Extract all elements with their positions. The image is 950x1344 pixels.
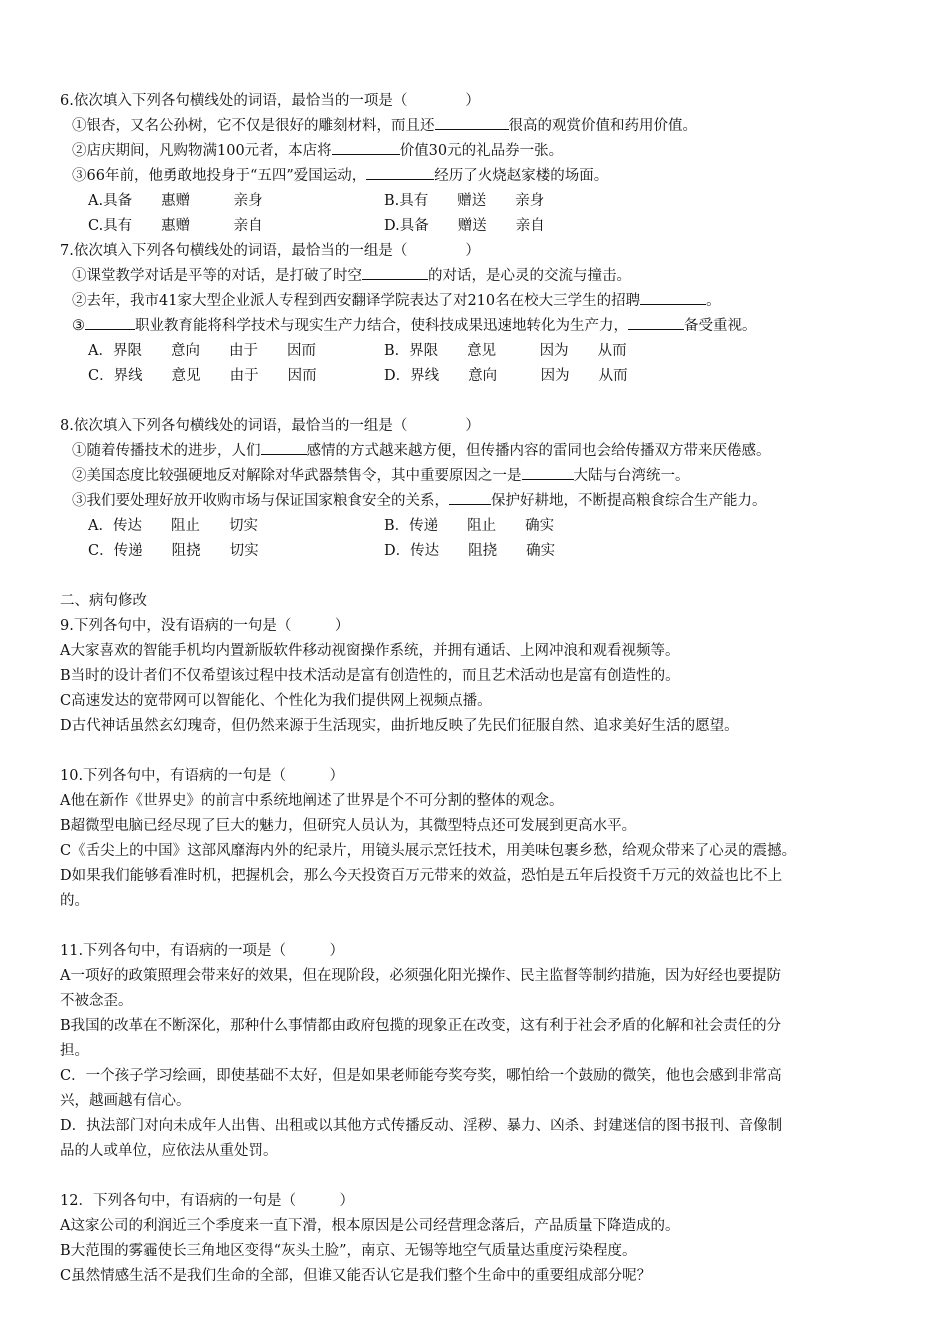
q8-s2-text-a: ②美国态度比较强硬地反对解除对华武器禁售令，其中重要原因之一是	[72, 468, 522, 484]
q10-option-d-line-2[interactable]: 的。	[60, 893, 89, 909]
q10-option-b[interactable]: B超微型电脑已经尽现了巨大的魅力，但研究人员认为，其微型特点还可发展到更高水平。	[60, 818, 637, 834]
q6-sentence-1	[72, 114, 920, 138]
answer-blank[interactable]	[628, 314, 684, 330]
q7-s2-text-a: ②去年，我市41家大型企业派人专程到西安翻译学院表达了对210名在校大三学生的招聘	[72, 293, 641, 309]
q6-options-row-1	[88, 189, 920, 213]
q11-option-b-line-2[interactable]: 担。	[60, 1043, 89, 1059]
q6-s3-text-a: ③66年前，他勇敢地投身于“五四”爱国运动，	[72, 168, 367, 184]
answer-blank[interactable]	[640, 289, 706, 305]
q7-stem: 7.依次填入下列各句横线处的词语，最恰当的一组是（ ）	[60, 243, 480, 259]
answer-blank[interactable]	[362, 264, 428, 280]
q11-stem: 11.下列各句中，有语病的一项是（ ）	[60, 943, 345, 959]
q6-sentence-3	[72, 164, 920, 188]
q12-option-b[interactable]: B大范围的雾霾使长三角地区变得“灰头土脸”，南京、无锡等地空气质量达重度污染程度。	[60, 1243, 637, 1259]
q9-stem: 9.下列各句中，没有语病的一句是（ ）	[60, 618, 350, 634]
answer-blank[interactable]	[435, 114, 509, 130]
q7-option-d[interactable]: D．界线 意向 因为 从而	[384, 368, 628, 384]
q6-option-a[interactable]: A.具备 惠赠 亲身	[88, 193, 263, 209]
q7-s1-text-a: ①课堂教学对话是平等的对话，是打破了时空	[72, 268, 362, 284]
q6-s1-text-a: ①银杏，又名公孙树，它不仅是很好的雕刻材料，而且还	[72, 118, 435, 134]
q8-option-a[interactable]: A．传达 阻止 切实	[88, 518, 258, 534]
q6-option-c[interactable]: C.具有 惠赠 亲自	[88, 218, 263, 234]
q7-options-row-1	[88, 339, 920, 363]
q7-s3-text-b: 职业教育能将科学技术与现实生产力结合，使科技成果迅速地转化为生产力，	[135, 318, 628, 334]
q10-option-d-line-1[interactable]: D如果我们能够看准时机，把握机会，那么今天投资百万元带来的效益，恐怕是五年后投资千万元的效益也比不上	[60, 868, 783, 884]
q6-options-row-2	[88, 214, 920, 238]
q11-option-d-line-1[interactable]: D．执法部门对向未成年人出售、出租或以其他方式传播反动、淫秽、暴力、凶杀、封建迷信的图书报刊、音像制	[60, 1118, 783, 1134]
q9-option-d[interactable]: D古代神话虽然玄幻瑰奇，但仍然来源于生活现实，曲折地反映了先民们征服自然、追求美好生活的愿望。	[60, 718, 739, 734]
q11-option-b-line-1[interactable]: B我国的改革在不断深化，那种什么事情都由政府包揽的现象正在改变，这有利于社会矛盾的化解和社会责任的分	[60, 1018, 782, 1034]
q8-options-row-2	[88, 539, 920, 563]
q8-s3-text-a: ③我们要处理好放开收购市场与保证国家粮食安全的关系，	[72, 493, 449, 509]
q6-s2-text-b: 价值30元的礼品券一张。	[399, 143, 564, 159]
q12-option-a[interactable]: A这家公司的利润近三个季度来一直下滑，根本原因是公司经营理念落后，产品质量下降造成的。	[60, 1218, 680, 1234]
q8-sentence-1	[72, 439, 920, 463]
q8-sentence-2	[72, 464, 920, 488]
q12-option-c[interactable]: C虽然情感生活不是我们生命的全部，但谁又能否认它是我们整个生命中的重要组成部分呢？	[60, 1268, 652, 1284]
q11-option-a-line-1[interactable]: A一项好的政策照理会带来好的效果，但在现阶段，必须强化阳光操作、民主监督等制约措施，因为好经也要提防	[60, 968, 781, 984]
answer-blank[interactable]	[85, 314, 135, 330]
q7-options-row-2	[88, 364, 920, 388]
q7-option-a[interactable]: A．界限 意向 由于 因而	[88, 343, 316, 359]
q7-sentence-2	[72, 289, 920, 313]
answer-blank[interactable]	[449, 489, 491, 505]
q8-option-d[interactable]: D．传达 阻挠 确实	[384, 543, 556, 559]
q10-stem: 10.下列各句中，有语病的一句是（ ）	[60, 768, 345, 784]
q6-option-b[interactable]: B.具有 赠送 亲身	[384, 193, 545, 209]
q6-sentence-2	[72, 139, 920, 163]
q6-stem: 6.依次填入下列各句横线处的词语，最恰当的一项是（ ）	[60, 93, 480, 109]
q12-stem: 12．下列各句中，有语病的一句是（ ）	[60, 1193, 354, 1209]
answer-blank[interactable]	[261, 439, 307, 455]
q7-option-c[interactable]: C．界线 意见 由于 因而	[88, 368, 317, 384]
q7-s3-text-a: ③	[72, 318, 85, 334]
q7-sentence-3	[72, 314, 920, 338]
section-heading: 二、病句修改	[60, 593, 147, 609]
q8-s1-text-a: ①随着传播技术的进步，人们	[72, 443, 261, 459]
q11-option-c-line-2[interactable]: 兴，越画越有信心。	[60, 1093, 191, 1109]
q9-option-c[interactable]: C高速发达的宽带网可以智能化、个性化为我们提供网上视频点播。	[60, 693, 492, 709]
q8-stem: 8.依次填入下列各句横线处的词语，最恰当的一组是（ ）	[60, 418, 480, 434]
q11-option-c-line-1[interactable]: C．一个孩子学习绘画，即使基础不太好，但是如果老师能夸奖夸奖，哪怕给一个鼓励的微笑，他也会感到非常高	[60, 1068, 782, 1084]
answer-blank[interactable]	[522, 464, 574, 480]
q10-option-c[interactable]: C《舌尖上的中国》这部风靡海内外的纪录片，用镜头展示烹饪技术，用美味包裹乡愁，给观众带来了心灵的震撼。	[60, 843, 797, 859]
q8-option-b[interactable]: B．传递 阻止 确实	[384, 518, 555, 534]
q6-s1-text-b: 很高的观赏价值和药用价值。	[508, 118, 697, 134]
q8-s1-text-b: 感情的方式越来越方便，但传播内容的雷同也会给传播双方带来厌倦感。	[306, 443, 771, 459]
q8-s2-text-b: 大陆与台湾统一。	[573, 468, 690, 484]
q8-option-c[interactable]: C．传递 阻挠 切实	[88, 543, 259, 559]
q6-s3-text-b: 经历了火烧赵家楼的场面。	[434, 168, 609, 184]
q9-option-b[interactable]: B当时的设计者们不仅希望该过程中技术活动是富有创造性的，而且艺术活动也是富有创造性的。	[60, 668, 680, 684]
q7-s2-text-b: 。	[706, 293, 721, 309]
q8-sentence-3	[72, 489, 920, 513]
q9-option-a[interactable]: A大家喜欢的智能手机均内置新版软件移动视窗操作系统，并拥有通话、上网冲浪和观看视频等。	[60, 643, 680, 659]
q6-option-d[interactable]: D.具备 赠送 亲自	[384, 218, 545, 234]
answer-blank[interactable]	[366, 164, 434, 180]
q7-s3-text-c: 备受重视。	[684, 318, 757, 334]
q7-s1-text-b: 的对话，是心灵的交流与撞击。	[428, 268, 631, 284]
q7-option-b[interactable]: B．界限 意见 因为 从而	[384, 343, 627, 359]
answer-blank[interactable]	[332, 139, 400, 155]
q10-option-a[interactable]: A他在新作《世界史》的前言中系统地阐述了世界是个不可分割的整体的观念。	[60, 793, 564, 809]
q11-option-a-line-2[interactable]: 不被念歪。	[60, 993, 133, 1009]
q8-s3-text-b: 保护好耕地，不断提高粮食综合生产能力。	[491, 493, 767, 509]
q6-s2-text-a: ②店庆期间，凡购物满100元者，本店将	[72, 143, 332, 159]
q8-options-row-1	[88, 514, 920, 538]
q7-sentence-1	[72, 264, 920, 288]
q11-option-d-line-2[interactable]: 品的人或单位，应依法从重处罚。	[60, 1143, 278, 1159]
